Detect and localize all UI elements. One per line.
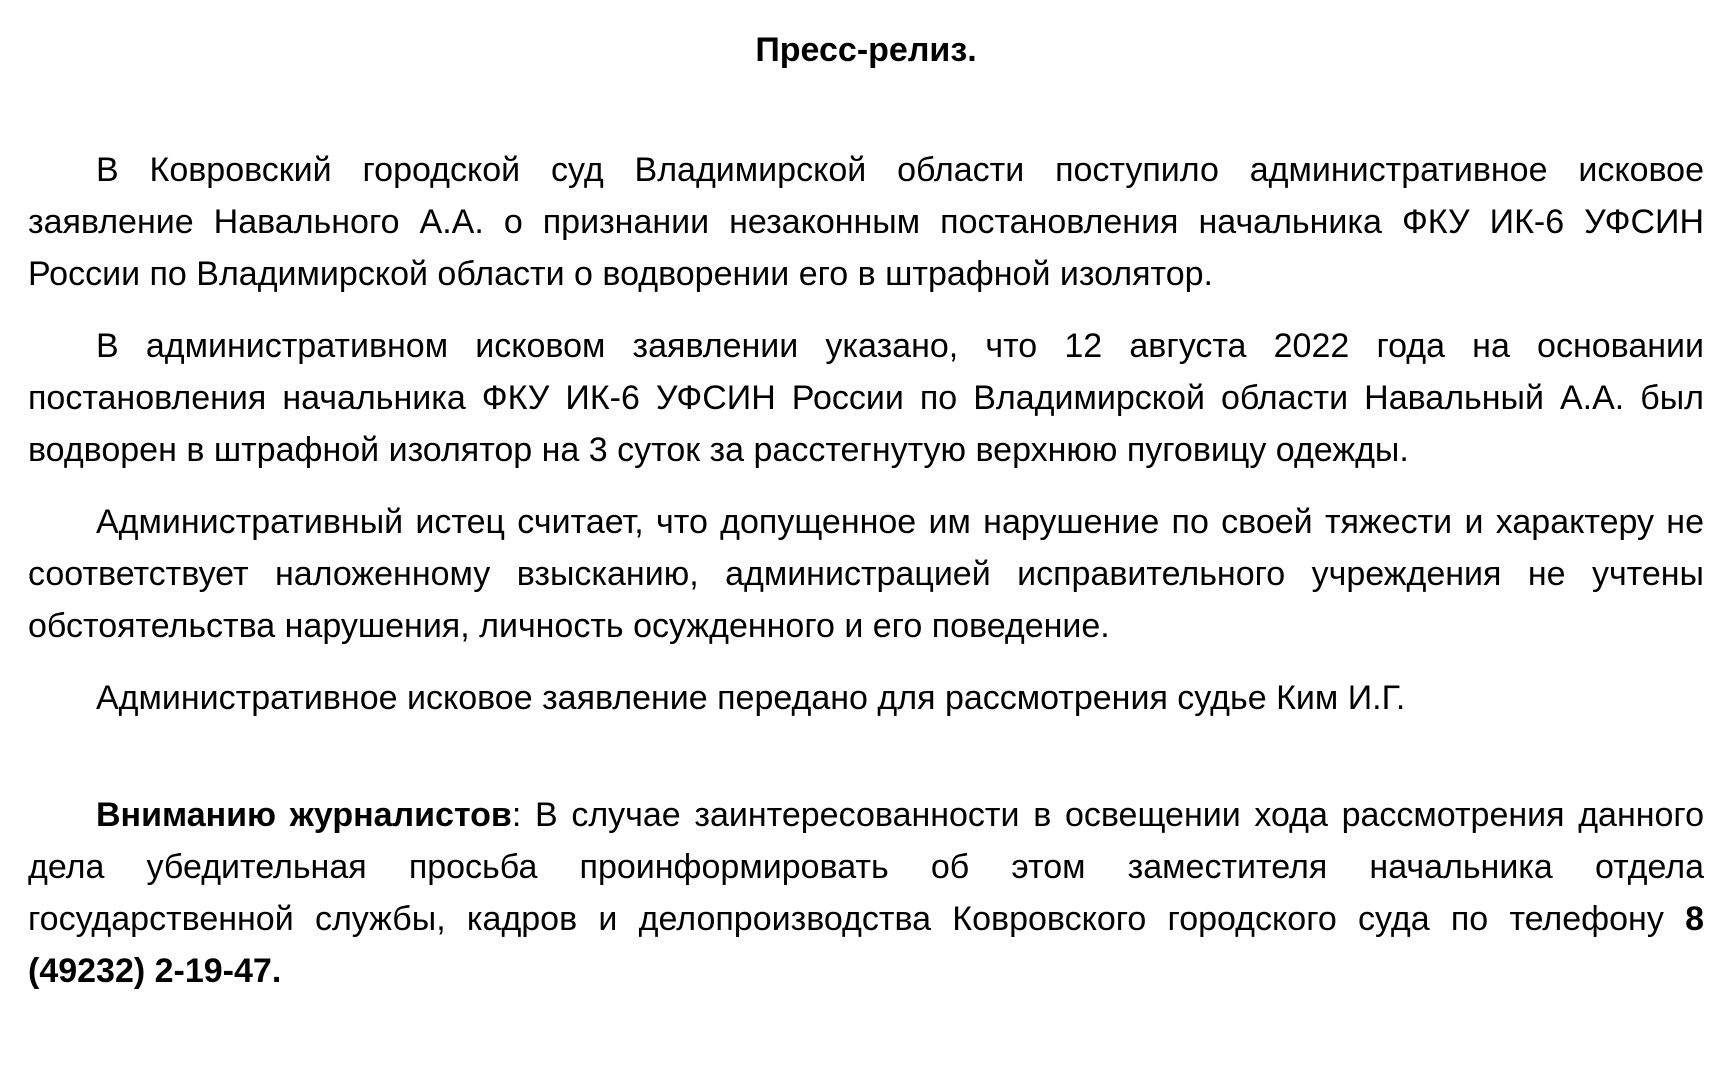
document-title: Пресс-релиз. xyxy=(755,31,977,69)
journalists-notice-label: Вниманию журналистов xyxy=(96,796,512,834)
paragraph-plaintiff-position: Административный истец считает, что допущенное им нарушение по своей тяжести и характеру не соответствует наложенному взысканию, администрацией исправительного учреждения не учтены обстоятельства нарушения, личность осужденного и его поведение. xyxy=(28,503,1704,645)
journalists-notice-body: : В случае заинтересованности в освещении хода рассмотрения данного дела убедительная просьба проинформировать об этом заместителя начальника отдела государственной службы, кадров и делопроизводства Ковровского городского суда по телефону xyxy=(28,796,1704,938)
journalists-notice xyxy=(28,789,1704,997)
journalists-notice-phone: 8 (49232) 2-19-47. xyxy=(28,900,1704,990)
paragraph-claim-details: В административном исковом заявлении указано, что 12 августа 2022 года на основании постановления начальника ФКУ ИК-6 УФСИН России по Владимирской области Навальный А.А. был водворен в штрафной изолятор на 3 суток за расстегнутую верхнюю пуговицу одежды. xyxy=(28,327,1704,469)
paragraph-judge-assignment: Административное исковое заявление передано для рассмотрения судье Ким И.Г. xyxy=(96,679,1406,717)
paragraph-filing: В Ковровский городской суд Владимирской области поступило административное исковое заявление Навального А.А. о признании незаконным постановления начальника ФКУ ИК-6 УФСИН России по Владимирской области о водворении его в штрафной изолятор. xyxy=(28,151,1704,293)
